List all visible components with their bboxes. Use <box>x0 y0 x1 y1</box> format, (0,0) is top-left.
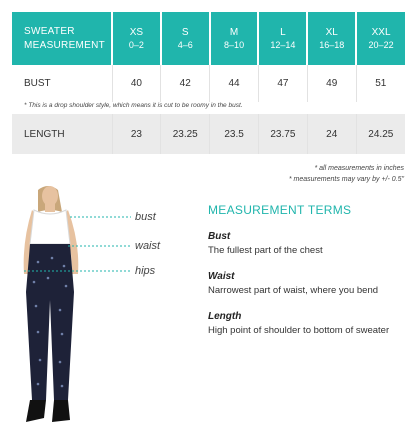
hips-label: hips <box>135 265 156 277</box>
size-header-row <box>12 12 405 65</box>
row-label: BUST <box>12 65 112 102</box>
table-row-length <box>12 114 405 154</box>
measurement-notes <box>289 163 404 185</box>
table-cell: 49 <box>307 65 356 102</box>
table-cell: 23.25 <box>161 114 210 154</box>
table-cell: 23.75 <box>258 114 307 154</box>
table-cell: 44 <box>210 65 259 102</box>
table-cell: 23.5 <box>210 114 259 154</box>
size-header-m: M 8–10 <box>210 12 259 65</box>
header-label <box>12 12 112 65</box>
header-label-line2: MEASUREMENT <box>24 39 106 51</box>
size-header-xs: XS 0–2 <box>112 12 161 65</box>
table-cell: 23 <box>112 114 161 154</box>
row-label: LENGTH <box>12 114 112 154</box>
term-length <box>208 311 408 336</box>
table-cell: 24.25 <box>356 114 405 154</box>
size-header-xl: XL 16–18 <box>307 12 356 65</box>
table-row-bust <box>12 65 405 102</box>
term-definition: High point of shoulder to bottom of sweater <box>208 325 390 336</box>
size-chart-table <box>12 12 405 154</box>
table-cell: 40 <box>112 65 161 102</box>
model-figure <box>8 182 198 432</box>
term-name: Length <box>208 311 242 322</box>
table-cell: 42 <box>161 65 210 102</box>
term-definition: The fullest part of the chest <box>208 245 323 256</box>
term-name: Waist <box>208 271 235 282</box>
table-cell: 47 <box>258 65 307 102</box>
table-cell: 24 <box>307 114 356 154</box>
note-units: * all measurements in inches <box>314 165 404 172</box>
size-header-l: L 12–14 <box>258 12 307 65</box>
bust-label: bust <box>135 211 156 223</box>
size-header-s: S 4–6 <box>161 12 210 65</box>
measurement-terms <box>208 203 408 351</box>
term-definition: Narrowest part of waist, where you bend <box>208 285 379 296</box>
waist-label: waist <box>135 240 161 252</box>
model-illustration <box>8 182 198 432</box>
bust-note-row <box>12 102 405 114</box>
terms-title: MEASUREMENT TERMS <box>208 203 352 217</box>
size-header-xxl: XXL 20–22 <box>356 12 405 65</box>
header-label-line1: SWEATER <box>24 25 75 37</box>
table-cell: 51 <box>356 65 405 102</box>
bust-note: * This is a drop shoulder style, which means it is cut to be roomy in the bust. <box>12 102 405 114</box>
note-variance: * measurements may vary by +/- 0.5" <box>288 176 404 183</box>
term-name: Bust <box>208 231 231 242</box>
term-bust <box>208 231 408 256</box>
term-waist <box>208 271 408 296</box>
